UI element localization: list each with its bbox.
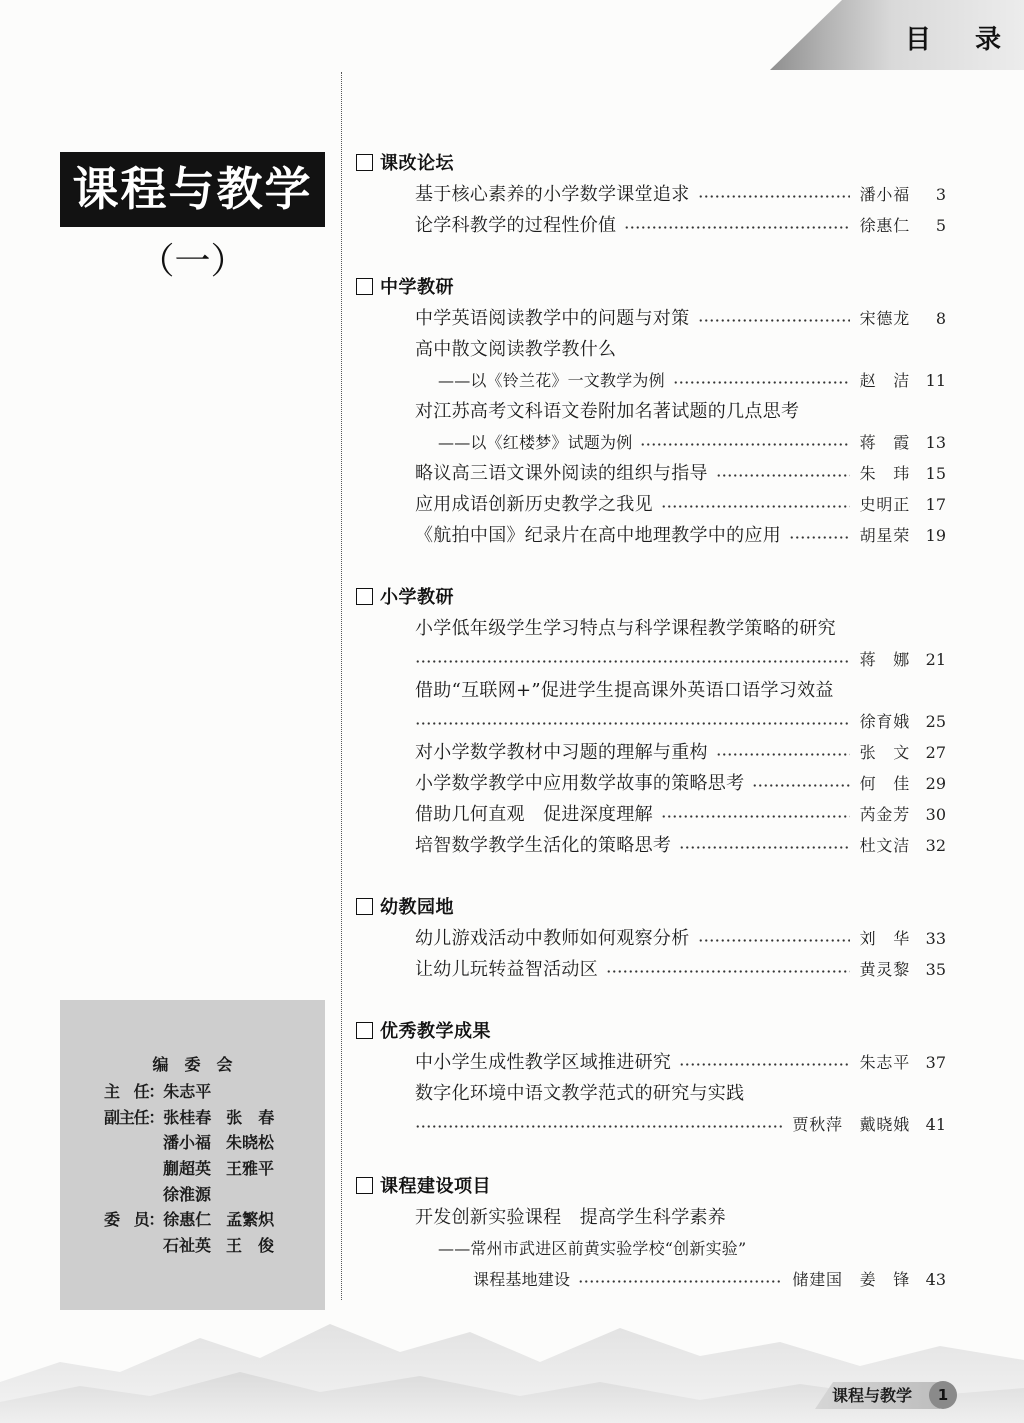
section-heading xyxy=(356,582,946,613)
toc-entry-line xyxy=(356,768,946,799)
toc-entry-line xyxy=(356,613,946,644)
editorial-role: 委 员： xyxy=(104,1210,164,1230)
toc-entry-line xyxy=(356,210,946,241)
toc-entry-line xyxy=(356,737,946,768)
article-page-number: 29 xyxy=(925,774,946,793)
dot-leader xyxy=(415,644,850,675)
article-page-number: 37 xyxy=(925,1053,946,1072)
square-marker-icon xyxy=(356,1177,373,1194)
article-title: 论学科教学的过程性价值 xyxy=(415,215,617,236)
article-title: 对小学数学教材中习题的理解与重构 xyxy=(415,742,708,763)
toc-entry-line xyxy=(356,830,946,861)
article-title: 略议高三语文课外阅读的组织与指导 xyxy=(415,463,708,484)
editorial-board-row xyxy=(104,1079,289,1105)
article-author: 徐育娥 xyxy=(859,712,910,731)
dot-leader xyxy=(624,210,849,241)
page-number-badge: 1 xyxy=(929,1381,957,1409)
section-heading xyxy=(356,272,946,303)
article-title: 应用成语创新历史教学之我见 xyxy=(415,494,653,515)
article-page-number: 33 xyxy=(925,929,946,948)
article-title: 让幼儿玩转益智活动区 xyxy=(415,959,598,980)
article-title: 借助“互联网+”促进学生提高课外英语口语学习效益 xyxy=(415,680,834,701)
toc-entry-line xyxy=(356,923,946,954)
dot-leader xyxy=(716,737,850,768)
article-author: 赵 洁 xyxy=(859,371,910,390)
editorial-role: 主 任： xyxy=(104,1082,164,1101)
dot-leader xyxy=(606,954,850,985)
column-issue: （一） xyxy=(138,241,247,282)
editorial-member-name: 徐惠仁 xyxy=(163,1210,212,1230)
square-marker-icon xyxy=(356,1022,373,1039)
article-subtitle: 课程基地建设 xyxy=(473,1270,571,1289)
article-author: 黄灵黎 xyxy=(859,960,910,979)
dot-leader xyxy=(698,303,850,334)
toc-entry-line xyxy=(356,520,946,551)
editorial-role xyxy=(104,1130,163,1156)
toc-section xyxy=(356,582,946,861)
toc-list xyxy=(356,148,946,1295)
footer-journal-name: 课程与教学 xyxy=(832,1386,913,1405)
dot-leader xyxy=(679,830,849,861)
toc-entry-line xyxy=(356,396,946,427)
toc-entry-line xyxy=(356,334,946,365)
toc-entry-line xyxy=(356,706,946,737)
article-title: 培智数学教学生活化的策略思考 xyxy=(415,835,672,856)
section-title: 课程建设项目 xyxy=(380,1176,491,1197)
editorial-board-rows xyxy=(104,1079,289,1259)
article-title: 中学英语阅读教学中的问题与对策 xyxy=(415,308,690,329)
article-page-number: 13 xyxy=(925,433,946,452)
article-page-number: 43 xyxy=(925,1270,946,1289)
editorial-member-name: 张桂春 xyxy=(163,1107,212,1127)
toc-entry-line xyxy=(356,1264,946,1295)
article-author: 宋德龙 xyxy=(859,309,910,328)
article-title: 对江苏高考文科语文卷附加名著试题的几点思考 xyxy=(415,401,800,422)
toc-entry-line xyxy=(356,644,946,675)
editorial-board-row xyxy=(104,1156,289,1182)
editorial-board-row xyxy=(104,1207,289,1233)
dot-leader xyxy=(415,706,850,737)
article-title: 幼儿游戏活动中教师如何观察分析 xyxy=(415,928,690,949)
dot-leader xyxy=(752,768,849,799)
article-author: 储建国 姜 锋 xyxy=(792,1270,910,1289)
editorial-role xyxy=(104,1156,163,1182)
toc-entry-line xyxy=(356,1047,946,1078)
dot-leader xyxy=(578,1264,782,1295)
article-page-number: 25 xyxy=(925,712,946,731)
toc-entry-line xyxy=(356,458,946,489)
dot-leader xyxy=(661,489,850,520)
dot-leader xyxy=(698,179,850,210)
toc-entry-line xyxy=(356,1078,946,1109)
toc-entry-line xyxy=(356,675,946,706)
editorial-role xyxy=(104,1233,163,1259)
article-subtitle: ——以《铃兰花》一文教学为例 xyxy=(438,371,665,390)
editorial-member-name: 徐淮源 xyxy=(163,1184,212,1204)
article-author: 芮金芳 xyxy=(859,805,910,824)
article-author: 刘 华 xyxy=(859,929,910,948)
section-title: 中学教研 xyxy=(380,277,454,298)
editorial-member-name: 王 俊 xyxy=(226,1236,275,1256)
toc-entry-line xyxy=(356,427,946,458)
column-title-banner xyxy=(60,152,325,227)
article-page-number: 30 xyxy=(925,805,946,824)
article-author: 何 佳 xyxy=(859,774,910,793)
article-subtitle: ——以《红楼梦》试题为例 xyxy=(438,433,633,452)
article-title: 借助几何直观 促进深度理解 xyxy=(415,804,653,825)
editorial-member-name: 王雅平 xyxy=(226,1159,275,1179)
column-title: 课程与教学 xyxy=(72,162,313,216)
square-marker-icon xyxy=(356,278,373,295)
article-author: 胡星荣 xyxy=(859,526,910,545)
article-page-number: 17 xyxy=(925,495,946,514)
article-author: 朱 玮 xyxy=(859,464,910,483)
section-title: 优秀教学成果 xyxy=(380,1021,491,1042)
square-marker-icon xyxy=(356,898,373,915)
toc-entry-line xyxy=(356,799,946,830)
editorial-role: 副主任： xyxy=(104,1107,164,1127)
article-author: 张 文 xyxy=(859,743,910,762)
article-title: 小学数学教学中应用数学故事的策略思考 xyxy=(415,773,745,794)
editorial-board-heading: 编 委 会 xyxy=(152,1055,233,1074)
toc-entry-line xyxy=(356,1109,946,1140)
article-author: 蒋 娜 xyxy=(859,650,910,669)
article-page-number: 3 xyxy=(935,185,946,204)
editorial-board-row xyxy=(104,1105,289,1131)
dot-leader xyxy=(789,520,850,551)
article-page-number: 35 xyxy=(925,960,946,979)
editorial-member-name: 张 春 xyxy=(226,1107,275,1127)
editorial-member-name: 潘小福 xyxy=(163,1133,212,1153)
section-heading xyxy=(356,1171,946,1202)
article-author: 杜文洁 xyxy=(859,836,910,855)
toc-section xyxy=(356,148,946,241)
square-marker-icon xyxy=(356,154,373,171)
dot-leader xyxy=(640,427,849,458)
editorial-member-name: 朱志平 xyxy=(163,1082,212,1101)
editorial-member-name: 石祉英 xyxy=(163,1236,212,1256)
page-title: 目 录 xyxy=(905,25,1011,55)
article-author: 蒋 霞 xyxy=(859,433,910,452)
article-title: 小学低年级学生学习特点与科学课程教学策略的研究 xyxy=(415,618,836,639)
article-author: 史明正 xyxy=(859,495,910,514)
editorial-member-name: 朱晓松 xyxy=(226,1133,275,1153)
article-page-number: 27 xyxy=(925,743,946,762)
article-page-number: 41 xyxy=(925,1115,946,1134)
toc-section xyxy=(356,272,946,551)
editorial-board-row xyxy=(104,1130,289,1156)
section-heading xyxy=(356,892,946,923)
toc-entry-line xyxy=(356,365,946,396)
article-page-number: 15 xyxy=(925,464,946,483)
section-heading xyxy=(356,148,946,179)
article-page-number: 11 xyxy=(925,371,946,390)
toc-section xyxy=(356,1016,946,1140)
article-title: 高中散文阅读教学教什么 xyxy=(415,339,617,360)
article-page-number: 5 xyxy=(935,216,946,235)
article-title: 数字化环境中语文教学范式的研究与实践 xyxy=(415,1083,745,1104)
editorial-board-panel xyxy=(60,1000,325,1310)
toc-entry-line xyxy=(356,1202,946,1233)
editorial-board-row xyxy=(104,1233,289,1259)
dot-leader xyxy=(679,1047,849,1078)
article-title: 基于核心素养的小学数学课堂追求 xyxy=(415,184,690,205)
dot-leader xyxy=(673,365,850,396)
section-title: 幼教园地 xyxy=(380,897,454,918)
section-title: 课改论坛 xyxy=(380,153,454,174)
toc-entry-line xyxy=(356,954,946,985)
editorial-role xyxy=(104,1182,163,1208)
editorial-member-name: 蒯超英 xyxy=(163,1159,212,1179)
toc-entry-line xyxy=(356,179,946,210)
article-title: 开发创新实验课程 提高学生科学素养 xyxy=(415,1207,727,1228)
article-title: 《航拍中国》纪录片在高中地理教学中的应用 xyxy=(415,525,781,546)
article-title: 中小学生成性教学区域推进研究 xyxy=(415,1052,672,1073)
article-author: 贾秋萍 戴晓娥 xyxy=(792,1115,910,1134)
editorial-board-row xyxy=(104,1182,289,1208)
article-page-number: 8 xyxy=(935,309,946,328)
editorial-member-name: 孟繁炽 xyxy=(226,1210,275,1230)
dot-leader xyxy=(661,799,850,830)
dot-leader xyxy=(415,1109,782,1140)
toc-entry-line xyxy=(356,1233,946,1264)
article-subtitle: ——常州市武进区前黄实验学校“创新实验” xyxy=(438,1239,747,1258)
square-marker-icon xyxy=(356,588,373,605)
article-author: 朱志平 xyxy=(859,1053,910,1072)
section-title: 小学教研 xyxy=(380,587,454,608)
article-author: 徐惠仁 xyxy=(859,216,910,235)
article-page-number: 21 xyxy=(925,650,946,669)
toc-entry-line xyxy=(356,303,946,334)
article-page-number: 19 xyxy=(925,526,946,545)
article-author: 潘小福 xyxy=(859,185,910,204)
section-heading xyxy=(356,1016,946,1047)
toc-section xyxy=(356,1171,946,1295)
toc-section xyxy=(356,892,946,985)
dot-leader xyxy=(716,458,850,489)
dot-leader xyxy=(698,923,850,954)
toc-entry-line xyxy=(356,489,946,520)
article-page-number: 32 xyxy=(925,836,946,855)
vertical-divider xyxy=(341,72,342,1300)
